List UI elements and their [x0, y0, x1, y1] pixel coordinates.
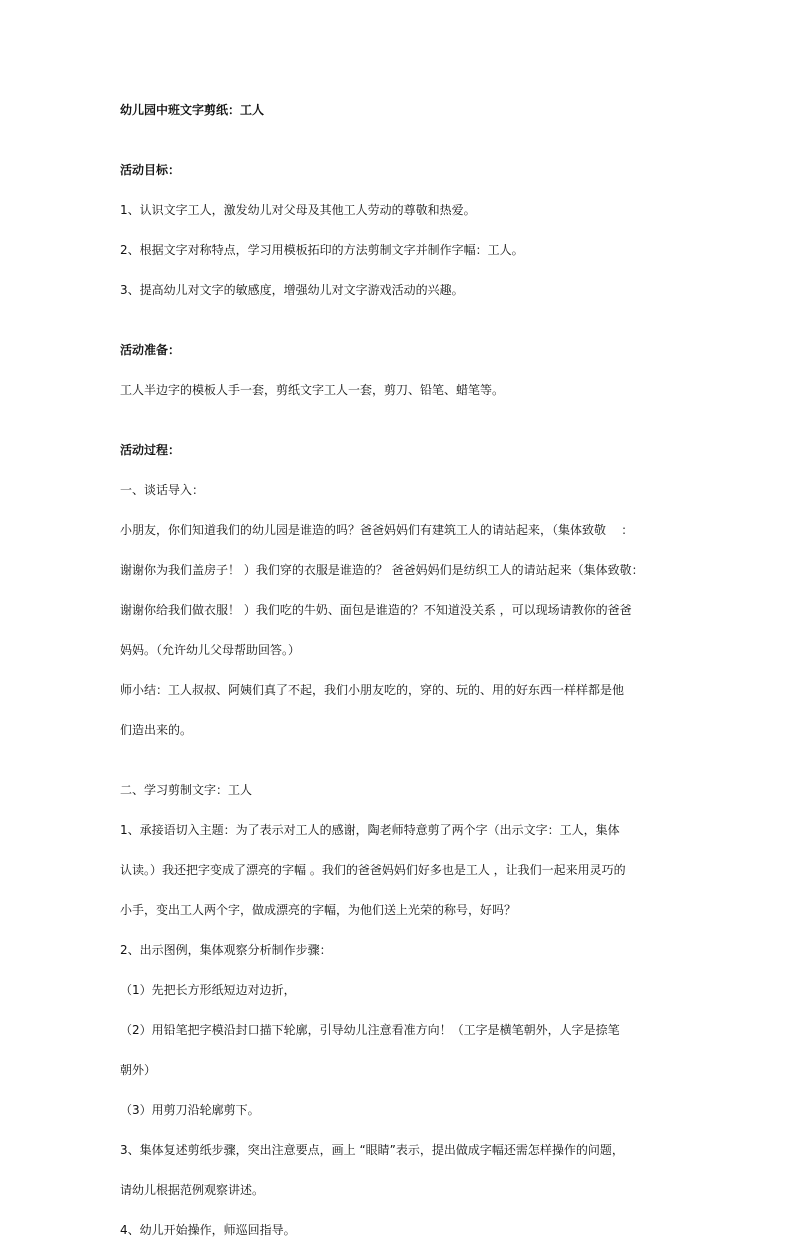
blank-line: [120, 420, 680, 440]
goal-item: 2、根据文字对称特点，学习用模板拓印的方法剪制文字并制作字幅：工人。: [120, 243, 524, 257]
blank-line: [120, 920, 680, 940]
blank-line: [120, 880, 680, 900]
step-line: 1、承接语切入主题：为了表示对工人的感谢，陶老师特意剪了两个字（出示文字：工人，集体: [120, 823, 620, 837]
blank-line: [120, 800, 680, 820]
blank-line: [120, 620, 680, 640]
goal-item: 1、认识文字工人，激发幼儿对父母及其他工人劳动的尊敬和热爱。: [120, 203, 476, 217]
blank-line: [120, 1040, 680, 1060]
blank-line: [120, 460, 680, 480]
subsection-heading-intro: 一、谈话导入：: [120, 483, 205, 497]
section-heading-process: 活动过程：: [120, 443, 181, 457]
blank-line: [120, 360, 680, 380]
blank-line: [120, 500, 680, 520]
blank-line: [120, 1200, 680, 1220]
blank-line: [120, 1000, 680, 1020]
substep-line: （1）先把长方形纸短边对边折，: [120, 983, 296, 997]
section-heading-preparation: 活动准备：: [120, 343, 181, 357]
blank-line: [120, 1080, 680, 1100]
substep-line: （3）用剪刀沿轮廓剪下。: [120, 1103, 260, 1117]
blank-line: [120, 740, 680, 760]
goal-item: 3、提高幼儿对文字的敏感度，增强幼儿对文字游戏活动的兴趣。: [120, 283, 464, 297]
step-line: 2、出示图例，集体观察分析制作步骤：: [120, 943, 332, 957]
document-title: 幼儿园中班文字剪纸：工人: [120, 103, 265, 117]
blank-line: [120, 580, 680, 600]
subsection-heading-cutting: 二、学习剪制文字：工人: [120, 783, 253, 797]
step-line: 4、幼儿开始操作，师巡回指导。: [120, 1223, 296, 1237]
preparation-text: 工人半边字的模板人手一套，剪纸文字工人一套，剪刀、铅笔、蜡笔等。: [120, 383, 505, 397]
step-line: 3、集体复述剪纸步骤，突出注意要点，画上 “眼睛”表示，提出做成字幅还需怎样操作的问题，: [120, 1143, 624, 1157]
document-body: [120, 100, 680, 1240]
blank-line: [120, 700, 680, 720]
blank-line: [120, 1160, 680, 1180]
blank-line: [120, 260, 680, 280]
blank-line: [120, 300, 680, 320]
blank-line: [120, 320, 680, 340]
blank-line: [120, 540, 680, 560]
blank-line: [120, 220, 680, 240]
step-line: 认读。）我还把字变成了漂亮的字幅 。我们的爸爸妈妈们好多也是工人 ，让我们一起来用灵巧的: [120, 863, 626, 877]
substep-line: （2）用铅笔把字模沿封口描下轮廓，引导幼儿注意看准方向！（工字是横笔朝外，人字是捺笔: [120, 1023, 620, 1037]
step-line: 小手，变出工人两个字，做成漂亮的字幅，为他们送上光荣的称号，好吗？: [120, 903, 517, 917]
substep-line: 朝外）: [120, 1063, 157, 1077]
paragraph-line: 谢谢你为我们盖房子！ ）我们穿的衣服是谁造的？ 爸爸妈妈们是纺织工人的请站起来（集体致敬：: [120, 563, 644, 577]
blank-line: [120, 760, 680, 780]
blank-line: [120, 180, 680, 200]
section-heading-goals: 活动目标：: [120, 163, 181, 177]
blank-line: [120, 1120, 680, 1140]
paragraph-line: 谢谢你给我们做衣服！ ）我们吃的牛奶、面包是谁造的？不知道没关系 ，可以现场请教你的爸爸: [120, 603, 632, 617]
paragraph-line: 妈妈。（允许幼儿父母帮助回答。）: [120, 643, 301, 657]
step-line: 请幼儿根据范例观察讲述。: [120, 1183, 265, 1197]
summary-line: 师小结：工人叔叔、阿姨们真了不起，我们小朋友吃的，穿的、玩的、用的好东西一样样都是他: [120, 683, 625, 697]
blank-line: [120, 120, 680, 140]
summary-line: 们造出来的。: [120, 723, 193, 737]
blank-line: [120, 660, 680, 680]
blank-line: [120, 400, 680, 420]
blank-line: [120, 960, 680, 980]
blank-line: [120, 840, 680, 860]
paragraph-line: 小朋友，你们知道我们的幼儿园是谁造的吗？爸爸妈妈们有建筑工人的请站起来，（集体致敬 ：: [120, 523, 634, 537]
blank-line: [120, 140, 680, 160]
